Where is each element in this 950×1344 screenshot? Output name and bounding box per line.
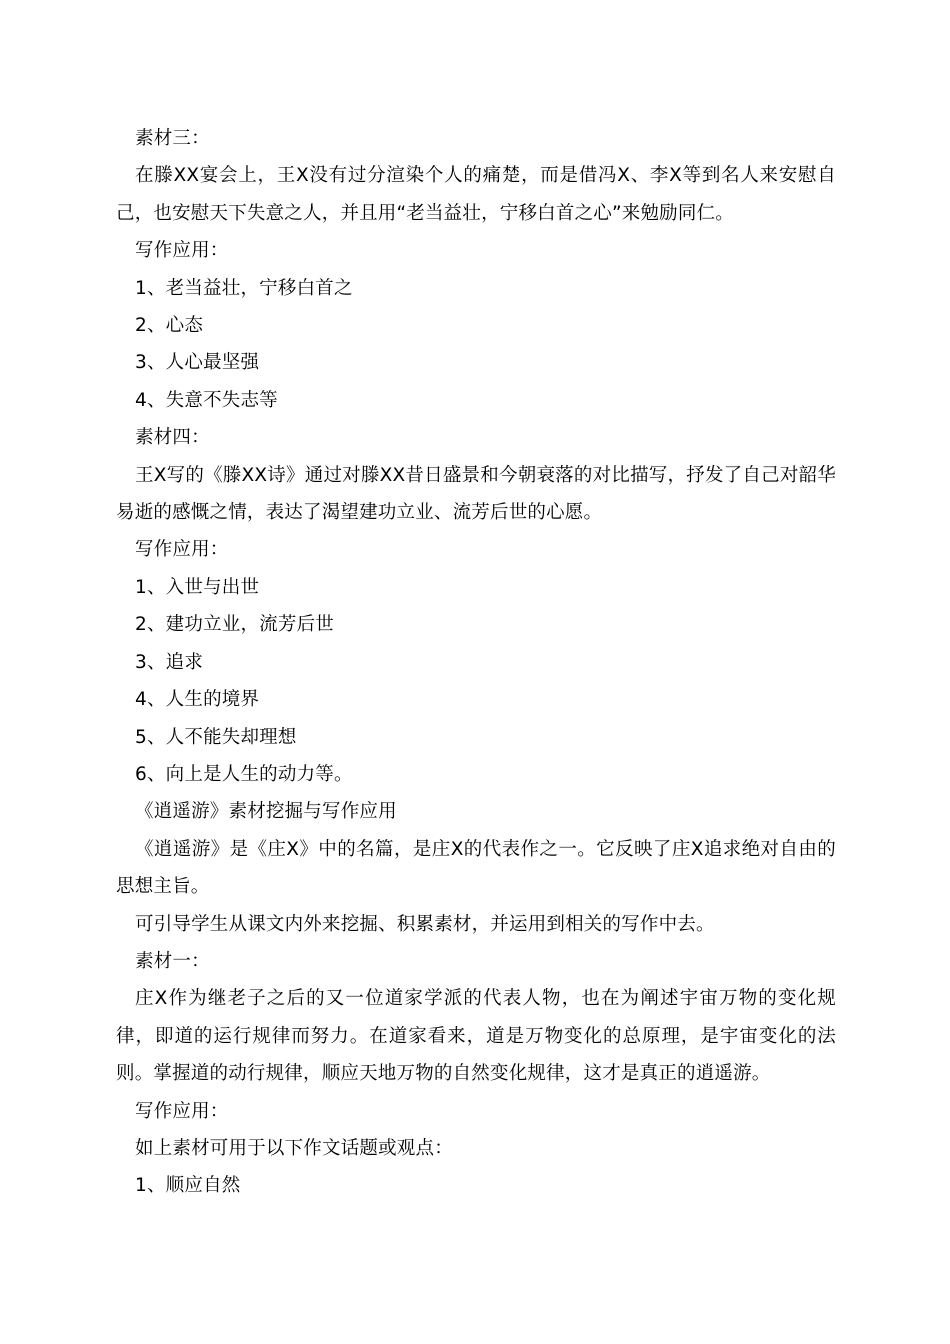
paragraph-material-one: 庄X作为继老子之后的又一位道家学派的代表人物，也在为阐述宇宙万物的变化规律，即道的运行规律而努力。在道家看来，道是万物变化的总原理，是宇宙变化的法则。掌握道的动行规律，顺应天地万物的自然变化规律，这才是真正的逍遥游。 <box>116 988 836 1085</box>
paragraph-guidance: 可引导学生从课文内外来挖掘、积累素材，并运用到相关的写作中去。 <box>135 913 715 935</box>
list-item: 3、人心最坚强 <box>135 352 260 374</box>
heading-material-one: 素材一： <box>135 950 210 972</box>
paragraph-material-four: 王X写的《滕XX诗》通过对滕XX昔日盛景和今朝衰落的对比描写，抒发了自己对韶华易逝的感慨之情，表达了渴望建功立业、流芳后世的心愿。 <box>116 464 836 524</box>
list-item: 1、顺应自然 <box>135 1175 241 1197</box>
list-item: 5、人不能失却理想 <box>135 726 297 748</box>
heading-writing-application: 写作应用： <box>135 539 229 561</box>
heading-writing-application: 写作应用： <box>135 1100 229 1122</box>
list-item: 4、人生的境界 <box>135 689 260 711</box>
list-item: 2、建功立业，流芳后世 <box>135 614 334 636</box>
paragraph-material-three: 在滕XX宴会上，王X没有过分渲染个人的痛楚，而是借冯X、李X等到名人来安慰自己，也安慰天下失意之人，并且用“老当益壮，宁移白首之心”来勉励同仁。 <box>116 165 836 224</box>
section-title: 《逍遥游》素材挖掘与写作应用 <box>135 801 397 823</box>
list-item: 2、心态 <box>135 315 204 337</box>
list-item: 1、入世与出世 <box>135 576 260 598</box>
heading-material-three: 素材三： <box>135 128 210 149</box>
list-item: 6、向上是人生的动力等。 <box>135 763 353 785</box>
paragraph-topics-intro: 如上素材可用于以下作文话题或观点： <box>135 1137 453 1159</box>
document-body <box>116 120 836 1205</box>
list-item: 3、追求 <box>135 651 204 673</box>
paragraph-intro: 《逍遥游》是《庄X》中的名篇，是庄X的代表作之一。它反映了庄X追求绝对自由的思想主旨。 <box>116 838 836 898</box>
list-item: 1、老当益壮，宁移白首之 <box>135 277 353 299</box>
heading-material-four: 素材四： <box>135 427 210 449</box>
list-item: 4、失意不失志等 <box>135 389 278 411</box>
heading-writing-application: 写作应用： <box>135 240 229 262</box>
